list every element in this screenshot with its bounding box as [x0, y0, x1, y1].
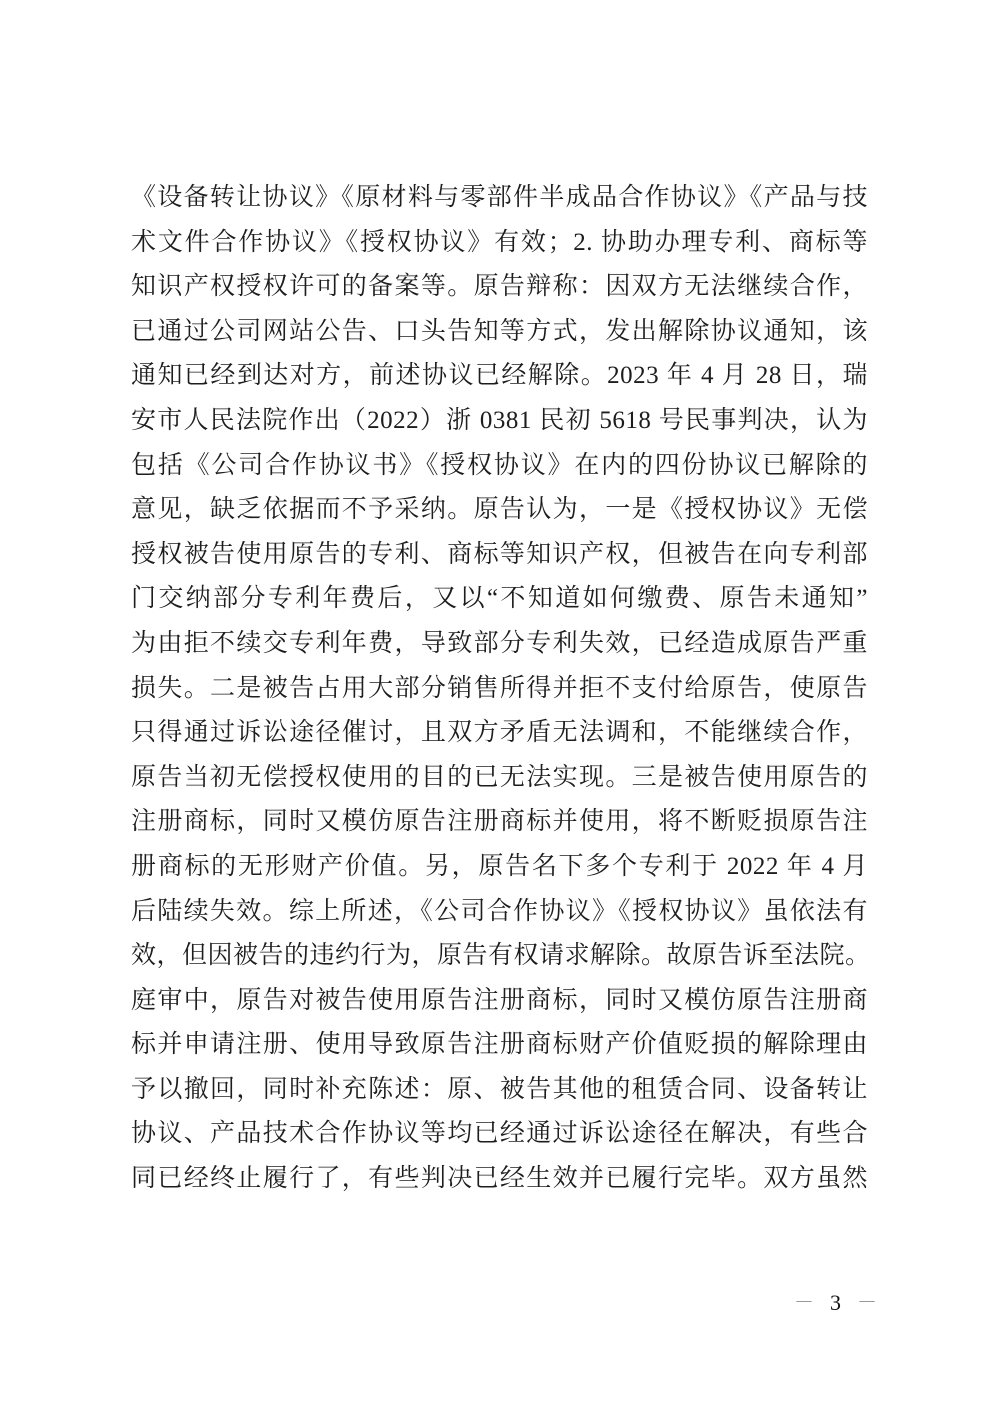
- page-number-left-dash: －: [794, 1292, 816, 1314]
- text-line: 只得通过诉讼途径催讨，且双方矛盾无法调和，不能继续合作，: [131, 719, 868, 747]
- text-line: 册商标的无形财产价值。另，原告名下多个专利于 2022 年 4 月: [131, 852, 868, 880]
- text-line: 知识产权授权许可的备案等。原告辩称：因双方无法继续合作，: [131, 273, 868, 301]
- text-line: 意见，缺乏依据而不予采纳。原告认为，一是《授权协议》无偿: [131, 496, 868, 524]
- text-line: 庭审中，原告对被告使用原告注册商标，同时又模仿原告注册商: [131, 986, 868, 1014]
- text-line: 为由拒不续交专利年费，导致部分专利失效，已经造成原告严重: [131, 629, 868, 657]
- text-line: 术文件合作协议》《授权协议》有效；2. 协助办理专利、商标等: [131, 228, 868, 256]
- text-line: 安市人民法院作出（2022）浙 0381 民初 5618 号民事判决，认为: [131, 406, 868, 434]
- text-line: 已通过公司网站公告、口头告知等方式，发出解除协议通知，该: [131, 317, 868, 345]
- text-line: 门交纳部分专利年费后，又以“不知道如何缴费、原告未通知”: [131, 585, 868, 613]
- text-line: 协议、产品技术合作协议等均已经通过诉讼途径在解决，有些合: [131, 1120, 868, 1148]
- body-text-block: [131, 176, 871, 1202]
- text-line: 通知已经到达对方，前述协议已经解除。2023 年 4 月 28 日，瑞: [131, 362, 868, 390]
- text-line: 效，但因被告的违约行为，原告有权请求解除。故原告诉至法院。: [131, 942, 871, 970]
- text-line: 包括《公司合作协议书》《授权协议》在内的四份协议已解除的: [131, 451, 868, 479]
- page-number-value: 3: [830, 1290, 843, 1315]
- text-line: 注册商标，同时又模仿原告注册商标并使用，将不断贬损原告注: [131, 808, 868, 836]
- text-line: 标并申请注册、使用导致原告注册商标财产价值贬损的解除理由: [131, 1031, 868, 1059]
- text-line: 后陆续失效。综上所述，《公司合作协议》《授权协议》虽依法有: [131, 897, 868, 925]
- page-number-right-dash: －: [857, 1292, 879, 1314]
- text-line: 原告当初无偿授权使用的目的已无法实现。三是被告使用原告的: [131, 763, 868, 791]
- page-number: [794, 1288, 879, 1318]
- text-line: 同已经终止履行了，有些判决已经生效并已履行完毕。双方虽然: [131, 1165, 868, 1193]
- text-line: 《设备转让协议》《原材料与零部件半成品合作协议》《产品与技: [131, 184, 868, 211]
- text-line: 授权被告使用原告的专利、商标等知识产权，但被告在向专利部: [131, 540, 868, 568]
- text-line: 予以撤回，同时补充陈述：原、被告其他的租赁合同、设备转让: [131, 1075, 868, 1103]
- text-line: 损失。二是被告占用大部分销售所得并拒不支付给原告，使原告: [131, 674, 868, 702]
